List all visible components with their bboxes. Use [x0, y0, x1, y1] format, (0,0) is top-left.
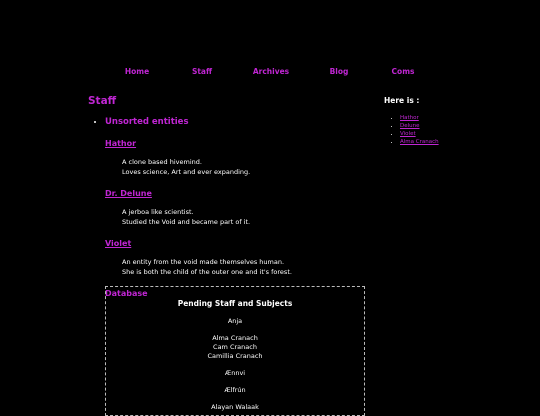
database-entry: Cam Cranach — [213, 343, 257, 351]
database-gap — [106, 326, 364, 334]
group-title: Unsorted entities — [105, 117, 189, 127]
database-entry: Alma Cranach — [212, 334, 258, 342]
nav-archives-link[interactable]: Archives — [252, 67, 290, 76]
entry-desc-violet — [122, 258, 378, 277]
entry-desc-hathor — [122, 158, 378, 177]
entry-desc-line: An entity from the void made themselves human. — [122, 258, 285, 266]
entity-group-list — [88, 117, 378, 135]
database-gap — [106, 395, 364, 403]
sidebar-link-delune[interactable]: Delune — [400, 123, 420, 129]
main-content — [88, 95, 378, 307]
entity-group — [105, 117, 378, 135]
entry-desc-line: Loves science, Art and ever expanding. — [122, 167, 251, 176]
database-gap — [106, 378, 364, 386]
database-title: Database — [105, 289, 148, 298]
sidebar-item — [400, 122, 504, 130]
nav-home-link[interactable]: Home — [124, 67, 150, 76]
entry-desc-delune — [122, 208, 378, 227]
entry-desc-line: Studied the Void and became part of it. — [122, 217, 251, 226]
database-box — [105, 286, 365, 416]
entry-name-violet[interactable]: Violet — [105, 239, 132, 248]
sidebar-item — [400, 130, 504, 138]
sidebar-item — [400, 138, 504, 146]
database-entry: Camillia Cranach — [207, 352, 263, 360]
entry-desc-line: A clone based hivemind. — [122, 158, 202, 166]
nav-blog-link[interactable]: Blog — [329, 67, 349, 76]
top-nav — [0, 67, 540, 79]
entry-name-hathor[interactable]: Hathor — [105, 139, 137, 148]
database-entry: Ælfrún — [224, 386, 246, 394]
database-entry: Anja — [227, 317, 243, 325]
database-entry: Alayan Walaak — [211, 403, 259, 411]
sidebar — [384, 96, 504, 146]
page-title: Staff — [88, 95, 117, 107]
database-heading: Pending Staff and Subjects — [177, 299, 293, 308]
entry-desc-line: A jerboa like scientist. — [122, 208, 194, 216]
entry-name-delune[interactable]: Dr. Delune — [105, 189, 152, 198]
entries — [105, 139, 378, 298]
sidebar-title: Here is : — [384, 96, 420, 105]
sidebar-item — [400, 114, 504, 122]
nav-coms-link[interactable]: Coms — [391, 67, 415, 76]
sidebar-link-hathor[interactable]: Hathor — [400, 115, 419, 121]
database-gap — [106, 361, 364, 369]
nav-staff-link[interactable]: Staff — [191, 67, 213, 76]
sidebar-link-violet[interactable]: Violet — [400, 131, 416, 137]
sidebar-link-alma-cranach[interactable]: Alma Cranach — [400, 139, 439, 145]
sidebar-link-list — [384, 114, 504, 146]
entry-desc-line: She is both the child of the outer one and it's forest. — [122, 267, 292, 276]
database-entry: Ænnvi — [224, 369, 246, 377]
